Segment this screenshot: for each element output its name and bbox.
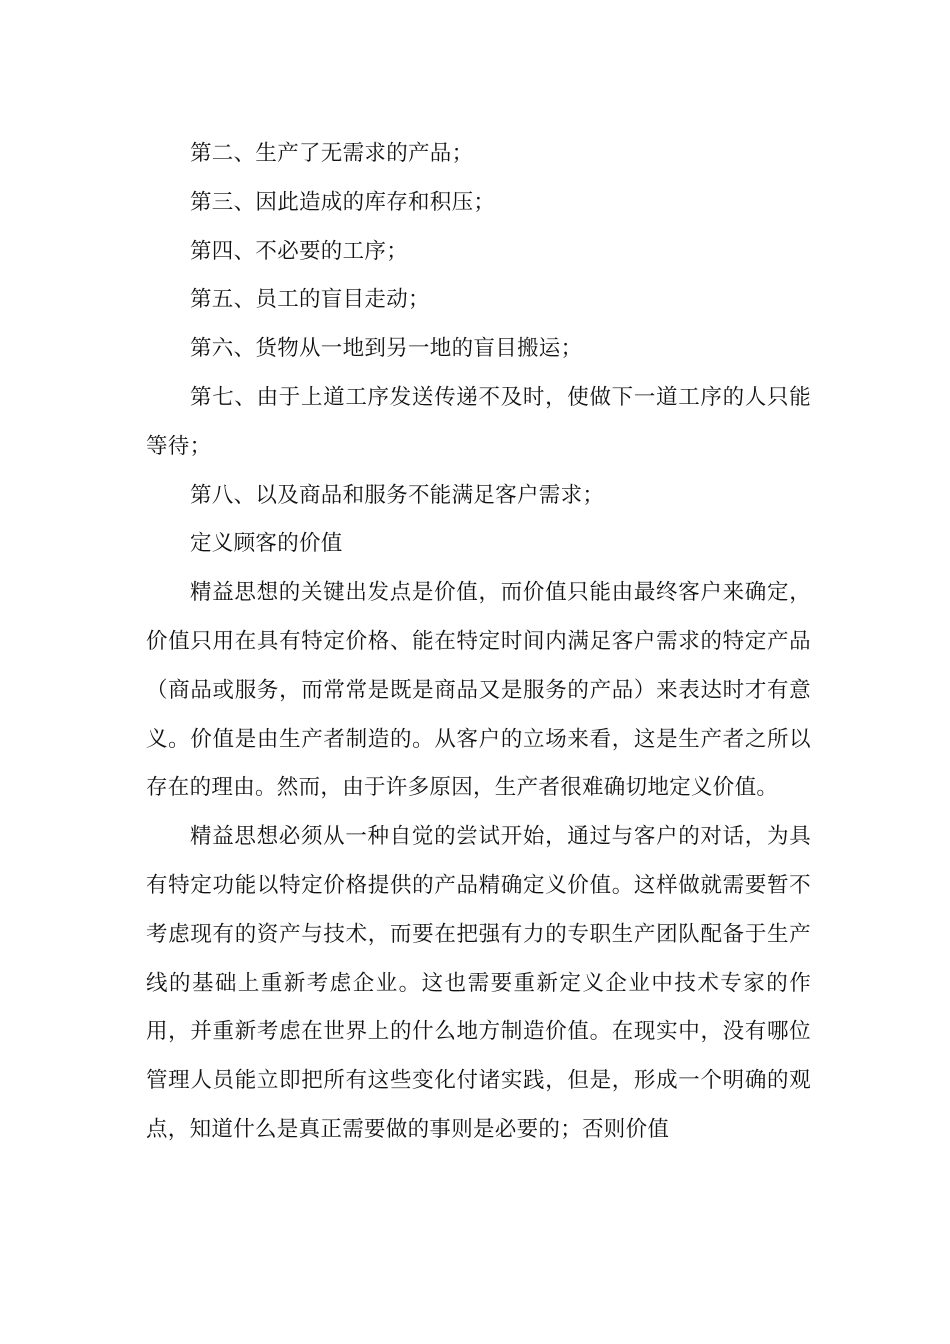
body-paragraph: 精益思想的关键出发点是价值，而价值只能由最终客户来确定，价值只用在具有特定价格、能在特定时间内满足客户需求的特定产品（商品或服务，而常常是既是商品又是服务的产品）来表达时才有意义。价值是由生产者制造的。从客户的立场来看，这是生产者之所以存在的理由。然而，由于许多原因，生产者很难确切地定义价值。: [146, 580, 811, 801]
list-item-fifth: 第五、员工的盲目走动；: [190, 287, 430, 313]
list-item-eighth: 第八、以及商品和服务不能满足客户需求；: [190, 482, 605, 508]
list-item-second: 第二、生产了无需求的产品；: [190, 141, 474, 166]
list-item-fourth: 第四、不必要的工序；: [190, 238, 409, 264]
section-heading: 定义顾客的价值: [190, 531, 343, 557]
list-item-third: 第三、因此造成的库存和积压；: [190, 189, 496, 215]
document-body: [146, 130, 811, 1155]
body-paragraph: 精益思想必须从一种自觉的尝试开始，通过与客户的对话，为具有特定功能以特定价格提供的产品精确定义价值。这样做就需要暂不考虑现有的资产与技术，而要在把强有力的专职生产团队配备于生产线的基础上重新考虑企业。这也需要重新定义企业中技术专家的作用，并重新考虑在世界上的什么地方制造价值。在现实中，没有哪位管理人员能立即把所有这些变化付诸实践，但是，形成一个明确的观点，知道什么是真正需要做的事则是必要的；否则价值: [146, 824, 811, 1142]
list-item-sixth: 第六、货物从一地到另一地的盲目搬运；: [190, 336, 583, 362]
list-item-seventh: 第七、由于上道工序发送传递不及时，使做下一道工序的人只能等待；: [146, 384, 811, 459]
